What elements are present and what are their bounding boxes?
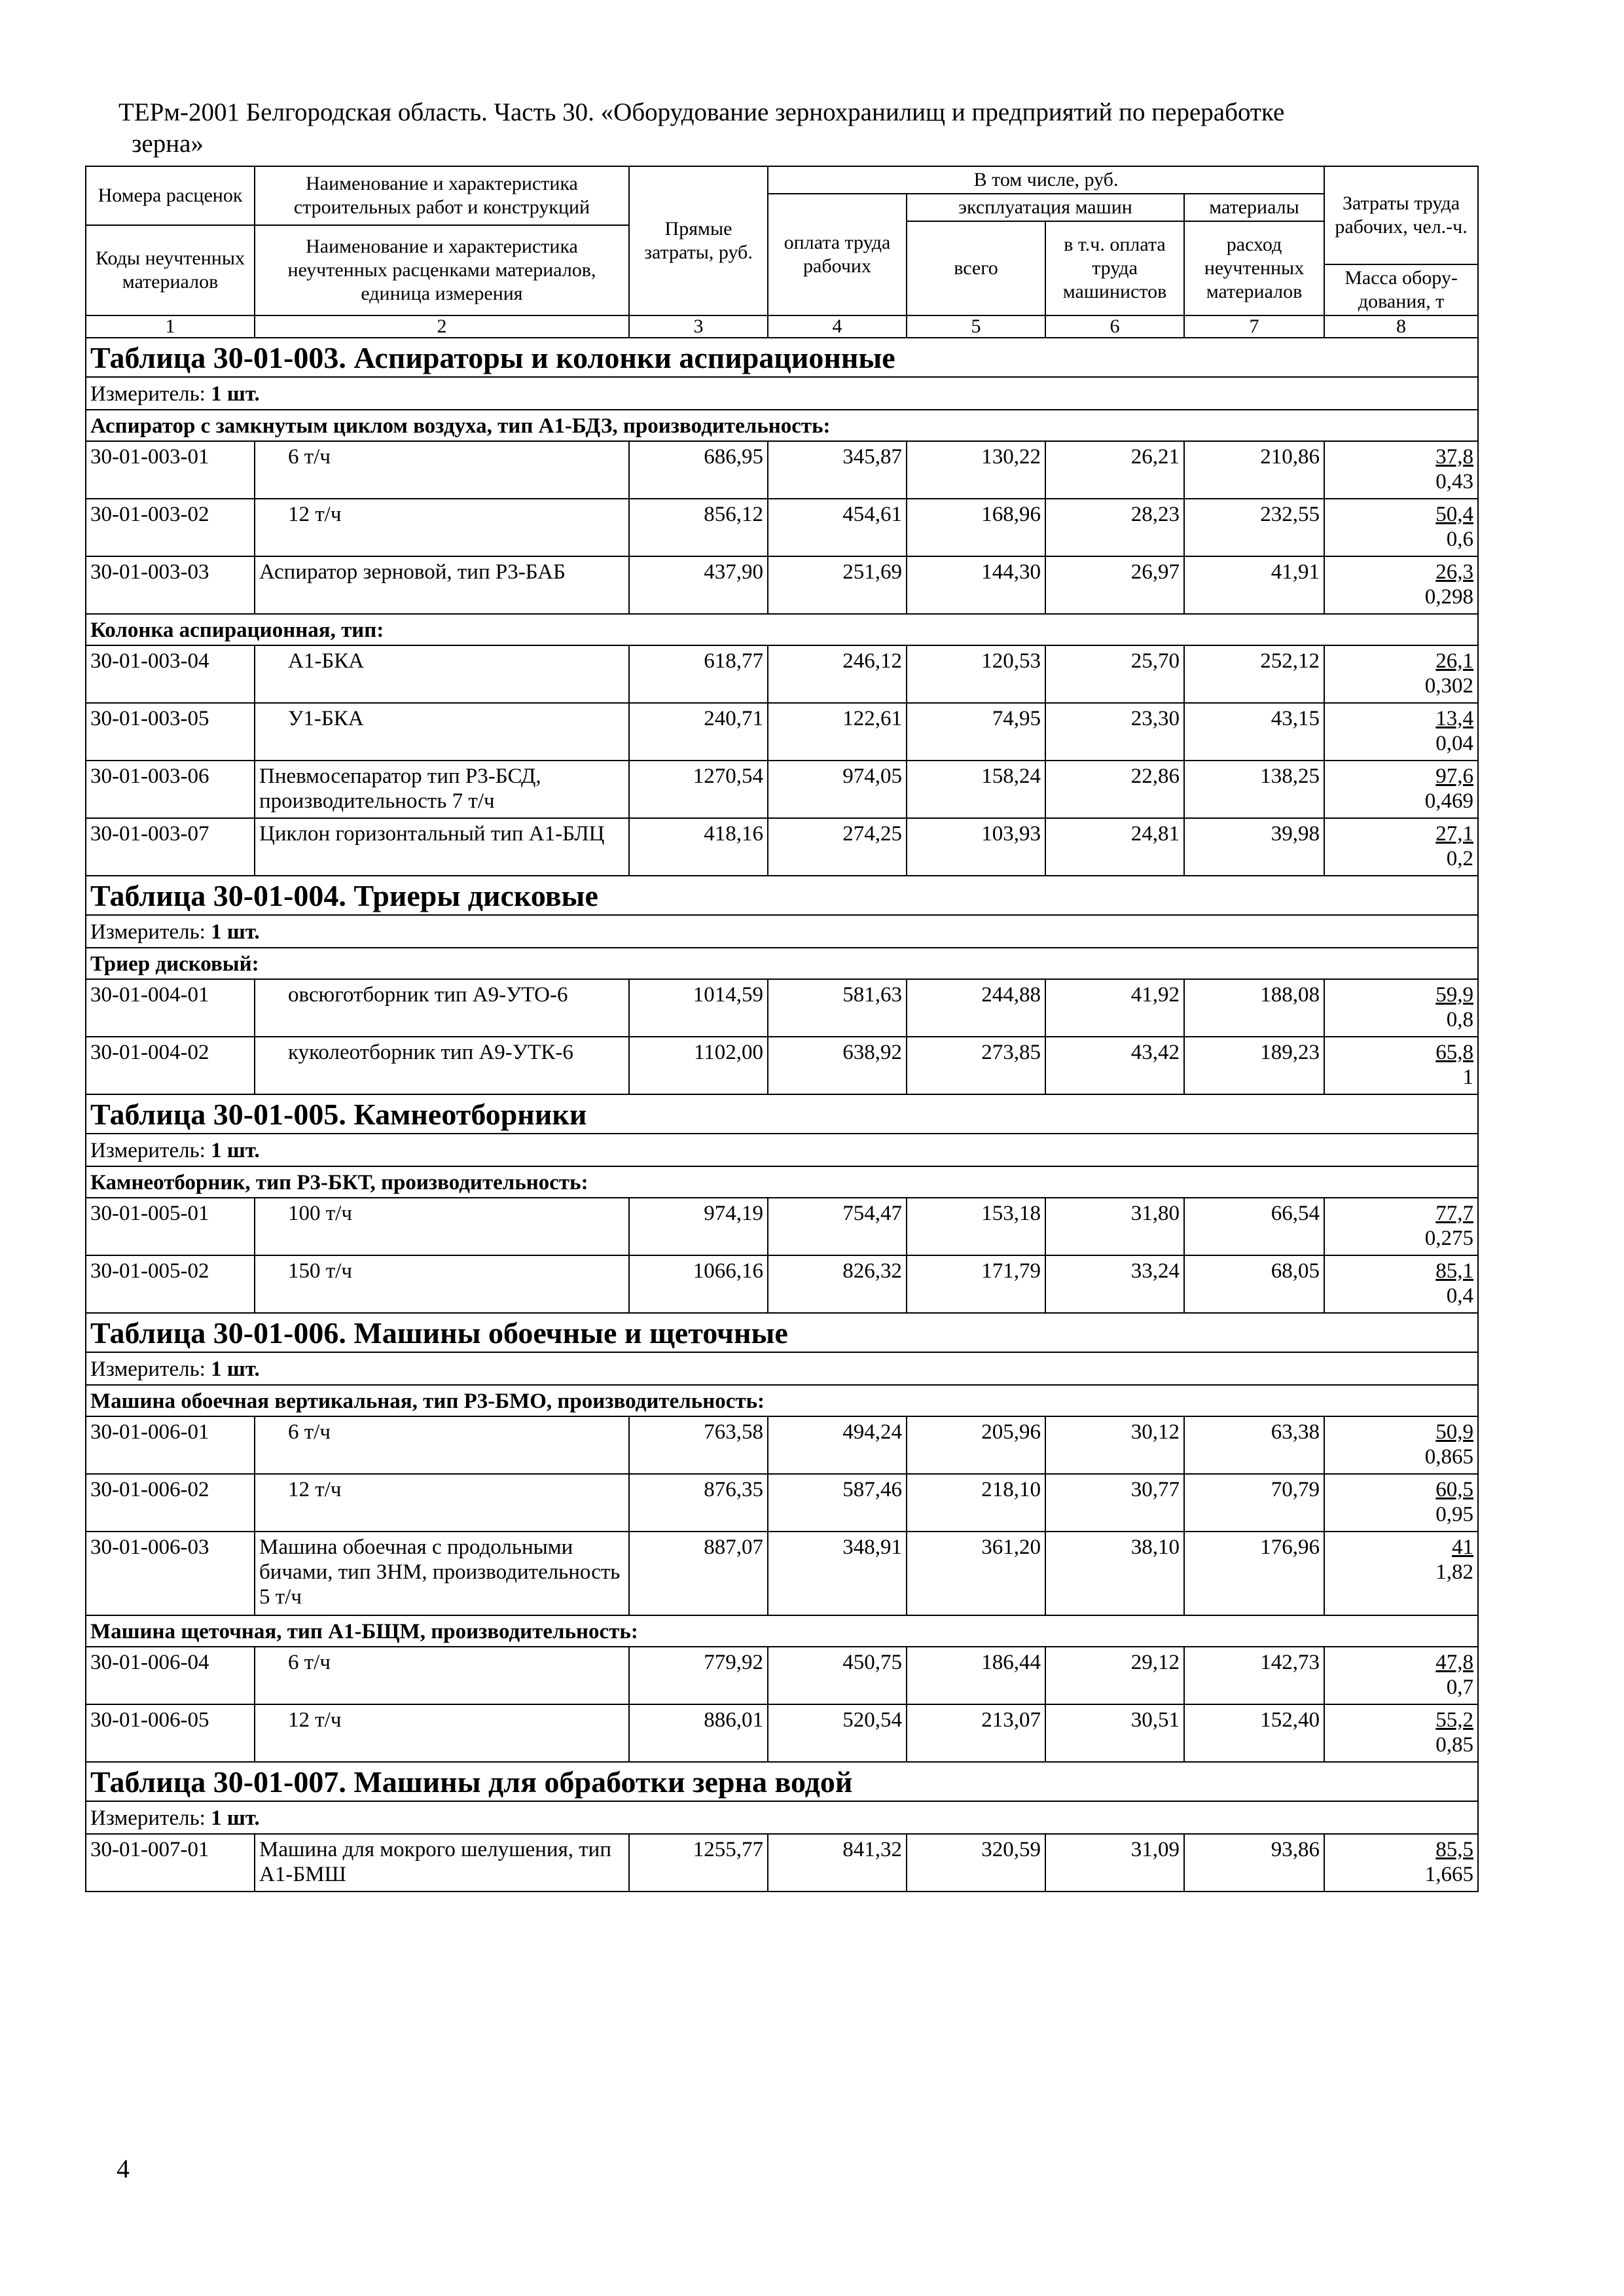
machinist-pay: 24,81 [1045,818,1184,876]
work-name: 12 т/ч [255,1704,629,1762]
machinist-pay: 38,10 [1045,1532,1184,1615]
labor-and-mass [1324,1255,1478,1313]
labor-hours: 13,4 [1435,707,1474,730]
work-name: 12 т/ч [255,499,629,556]
materials-costs: 93,86 [1184,1834,1324,1892]
rate-code: 30-01-006-02 [86,1474,255,1532]
work-name: 6 т/ч [255,1647,629,1704]
table-row [86,1532,1478,1615]
labor-hours: 65,8 [1435,1041,1474,1064]
section-title: Таблица 30-01-005. Камнеотборники [86,1094,1478,1134]
equipment-mass: 1,82 [1435,1560,1474,1584]
machine-costs: 103,93 [907,818,1045,876]
measure-label: Измеритель: [90,920,206,944]
machinist-pay: 30,51 [1045,1704,1184,1762]
machinist-pay: 41,92 [1045,979,1184,1037]
equipment-mass: 0,2 [1446,847,1474,870]
measure-row [86,1801,1478,1834]
machine-costs: 144,30 [907,556,1045,614]
column-number: 2 [255,315,629,338]
worker-pay: 754,47 [768,1198,907,1255]
machine-costs: 153,18 [907,1198,1045,1255]
worker-pay: 841,32 [768,1834,907,1892]
section-title: Таблица 30-01-006. Машины обоечные и щеточные [86,1313,1478,1352]
equipment-mass: 0,43 [1435,470,1474,493]
worker-pay: 638,92 [768,1037,907,1094]
header-line-1: ТЕРм-2001 Белгородская область. Часть 30. «Оборудование зернохранилищ и предприятий по переработке [118,98,1285,126]
column-number: 7 [1184,315,1324,338]
machinist-pay: 25,70 [1045,645,1184,703]
table-row [86,441,1478,499]
group-heading: Триер дисковый: [86,948,1478,979]
materials-costs: 66,54 [1184,1198,1324,1255]
machine-costs: 186,44 [907,1647,1045,1704]
machine-costs: 120,53 [907,645,1045,703]
measure-label: Измеритель: [90,1357,206,1381]
worker-pay: 587,46 [768,1474,907,1532]
col1-header-bottom: Коды неучтенных материалов [86,225,255,315]
col1-header-top: Номера расценок [86,166,255,225]
group-heading-row [86,948,1478,979]
labor-and-mass [1324,703,1478,761]
measure-label: Измеритель: [90,1139,206,1162]
rate-code: 30-01-006-04 [86,1647,255,1704]
column-number: 5 [907,315,1045,338]
direct-costs: 418,16 [629,818,768,876]
materials-costs: 138,25 [1184,761,1324,818]
measure-unit [86,915,1478,948]
labor-hours: 60,5 [1435,1478,1474,1501]
labor-hours: 26,1 [1435,649,1474,673]
equipment-mass: 0,7 [1446,1676,1474,1699]
materials-costs: 176,96 [1184,1532,1324,1615]
machinist-pay: 22,86 [1045,761,1184,818]
machinist-pay: 26,97 [1045,556,1184,614]
table-row [86,1834,1478,1892]
col4-header: оплата труда рабочих [768,194,907,315]
column-number: 1 [86,315,255,338]
work-name: А1-БКА [255,645,629,703]
labor-hours: 37,8 [1435,445,1474,469]
worker-pay: 520,54 [768,1704,907,1762]
direct-costs: 779,92 [629,1647,768,1704]
equipment-mass: 0,4 [1446,1284,1474,1308]
labor-and-mass [1324,441,1478,499]
rate-code: 30-01-007-01 [86,1834,255,1892]
group-heading: Аспиратор с замкнутым циклом воздуха, тип А1-БДЗ, производительность: [86,410,1478,441]
col5-header: всего [907,221,1045,315]
group-heading: Колонка аспирационная, тип: [86,614,1478,645]
group-heading-row [86,1615,1478,1647]
materials-costs: 70,79 [1184,1474,1324,1532]
work-name: 6 т/ч [255,441,629,499]
measure-value: 1 шт. [211,1806,260,1830]
worker-pay: 581,63 [768,979,907,1037]
worker-pay: 345,87 [768,441,907,499]
table-row [86,979,1478,1037]
machinist-pay: 30,12 [1045,1416,1184,1474]
machinist-pay: 29,12 [1045,1647,1184,1704]
measure-unit [86,377,1478,410]
worker-pay: 274,25 [768,818,907,876]
measure-row [86,377,1478,410]
worker-pay: 974,05 [768,761,907,818]
worker-pay: 251,69 [768,556,907,614]
table-row [86,1037,1478,1094]
materials-costs: 41,91 [1184,556,1324,614]
machine-costs: 218,10 [907,1474,1045,1532]
direct-costs: 887,07 [629,1532,768,1615]
table-row [86,1198,1478,1255]
equipment-mass: 1 [1462,1066,1474,1089]
table-header [86,166,1478,338]
group-heading: Машина обоечная вертикальная, тип Р3-БМО, производительность: [86,1385,1478,1416]
labor-hours: 41 [1452,1535,1474,1559]
direct-costs: 618,77 [629,645,768,703]
machinist-pay: 28,23 [1045,499,1184,556]
worker-pay: 454,61 [768,499,907,556]
materials-costs: 68,05 [1184,1255,1324,1313]
direct-costs: 437,90 [629,556,768,614]
materials-costs: 142,73 [1184,1647,1324,1704]
labor-hours: 85,1 [1435,1259,1474,1283]
column-number: 8 [1324,315,1478,338]
group-heading-row [86,1166,1478,1198]
rate-code: 30-01-006-03 [86,1532,255,1615]
labor-and-mass [1324,979,1478,1037]
materials-costs: 252,12 [1184,645,1324,703]
rates-table [85,166,1479,1892]
worker-pay: 826,32 [768,1255,907,1313]
machine-costs: 130,22 [907,441,1045,499]
measure-label: Измеритель: [90,1806,206,1830]
measure-value: 1 шт. [211,382,260,406]
labor-and-mass [1324,1834,1478,1892]
col6-header: в т.ч. оплата труда машинистов [1045,221,1184,315]
worker-pay: 246,12 [768,645,907,703]
measure-unit [86,1134,1478,1166]
work-name: Циклон горизонтальный тип А1-БЛЦ [255,818,629,876]
worker-pay: 450,75 [768,1647,907,1704]
direct-costs: 1066,16 [629,1255,768,1313]
labor-and-mass [1324,1416,1478,1474]
labor-hours: 97,6 [1435,764,1474,788]
including-header: В том числе, руб. [768,166,1324,194]
direct-costs: 876,35 [629,1474,768,1532]
labor-hours: 27,1 [1435,822,1474,846]
machine-costs: 244,88 [907,979,1045,1037]
direct-costs: 1102,00 [629,1037,768,1094]
work-name: Аспиратор зерновой, тип Р3-БАБ [255,556,629,614]
table-row [86,1416,1478,1474]
work-name: 6 т/ч [255,1416,629,1474]
materials-costs: 152,40 [1184,1704,1324,1762]
machinist-pay: 31,09 [1045,1834,1184,1892]
rate-code: 30-01-005-01 [86,1198,255,1255]
machine-costs: 361,20 [907,1532,1045,1615]
machines-header: эксплуатация машин [907,194,1184,221]
labor-and-mass [1324,1704,1478,1762]
work-name: Машина для мокрого шелушения, тип А1-БМШ [255,1834,629,1892]
measure-row [86,1352,1478,1385]
machine-costs: 213,07 [907,1704,1045,1762]
table-row [86,645,1478,703]
measure-unit [86,1352,1478,1385]
machinist-pay: 43,42 [1045,1037,1184,1094]
page-header [118,97,1493,160]
equipment-mass: 0,302 [1424,674,1474,698]
labor-and-mass [1324,499,1478,556]
equipment-mass: 0,85 [1435,1733,1474,1757]
equipment-mass: 0,865 [1424,1445,1474,1469]
col2-header-bottom: Наименование и характеристика неучтенных расценками материалов, единица измерения [255,225,629,315]
machine-costs: 158,24 [907,761,1045,818]
col8-header-top: Затраты труда рабочих, чел.-ч. [1324,166,1478,264]
materials-costs: 210,86 [1184,441,1324,499]
worker-pay: 348,91 [768,1532,907,1615]
table-row [86,703,1478,761]
measure-value: 1 шт. [211,920,260,944]
rate-code: 30-01-003-01 [86,441,255,499]
materials-header: материалы [1184,194,1324,221]
section-title: Таблица 30-01-004. Триеры дисковые [86,876,1478,915]
section-title: Таблица 30-01-007. Машины для обработки зерна водой [86,1762,1478,1801]
work-name: овсюготборник тип А9-УТО-6 [255,979,629,1037]
equipment-mass: 0,275 [1424,1227,1474,1250]
materials-costs: 188,08 [1184,979,1324,1037]
col8-header-bottom: Масса обору-дования, т [1324,264,1478,315]
rate-code: 30-01-003-06 [86,761,255,818]
work-name: Пневмосепаратор тип Р3-БСД, производительность 7 т/ч [255,761,629,818]
measure-unit [86,1801,1478,1834]
col3-header: Прямые затраты, руб. [629,166,768,315]
labor-hours: 85,5 [1435,1838,1474,1861]
work-name: 150 т/ч [255,1255,629,1313]
measure-value: 1 шт. [211,1357,260,1381]
equipment-mass: 1,665 [1424,1863,1474,1886]
rate-code: 30-01-003-04 [86,645,255,703]
column-number: 6 [1045,315,1184,338]
measure-value: 1 шт. [211,1139,260,1162]
rate-code: 30-01-006-01 [86,1416,255,1474]
labor-and-mass [1324,1647,1478,1704]
section-title-row [86,1313,1478,1352]
table-row [86,1474,1478,1532]
labor-hours: 50,4 [1435,503,1474,526]
labor-and-mass [1324,761,1478,818]
measure-label: Измеритель: [90,382,206,406]
labor-and-mass [1324,818,1478,876]
col7-header: расход неучтенных материалов [1184,221,1324,315]
worker-pay: 122,61 [768,703,907,761]
machine-costs: 273,85 [907,1037,1045,1094]
equipment-mass: 0,04 [1435,732,1474,755]
labor-and-mass [1324,1474,1478,1532]
labor-and-mass [1324,645,1478,703]
equipment-mass: 0,95 [1435,1503,1474,1526]
table-row [86,818,1478,876]
section-title-row [86,1762,1478,1801]
section-title-row [86,876,1478,915]
group-heading-row [86,410,1478,441]
labor-and-mass [1324,1532,1478,1615]
labor-hours: 26,3 [1435,560,1474,584]
work-name: 100 т/ч [255,1198,629,1255]
direct-costs: 856,12 [629,499,768,556]
section-title: Таблица 30-01-003. Аспираторы и колонки аспирационные [86,338,1478,377]
labor-hours: 50,9 [1435,1420,1474,1444]
col2-header-top: Наименование и характеристика строительных работ и конструкций [255,166,629,225]
measure-row [86,915,1478,948]
direct-costs: 686,95 [629,441,768,499]
machine-costs: 74,95 [907,703,1045,761]
labor-hours: 55,2 [1435,1708,1474,1732]
direct-costs: 974,19 [629,1198,768,1255]
column-number: 4 [768,315,907,338]
equipment-mass: 0,8 [1446,1008,1474,1031]
section-title-row [86,338,1478,377]
rate-code: 30-01-003-02 [86,499,255,556]
labor-hours: 59,9 [1435,983,1474,1007]
materials-costs: 232,55 [1184,499,1324,556]
rate-code: 30-01-006-05 [86,1704,255,1762]
machinist-pay: 26,21 [1045,441,1184,499]
equipment-mass: 0,469 [1424,789,1474,813]
materials-costs: 189,23 [1184,1037,1324,1094]
direct-costs: 1270,54 [629,761,768,818]
column-numbers-row [86,315,1478,338]
rate-code: 30-01-003-05 [86,703,255,761]
labor-hours: 77,7 [1435,1202,1474,1225]
machine-costs: 168,96 [907,499,1045,556]
table-body [86,338,1478,1892]
group-heading-row [86,614,1478,645]
work-name: У1-БКА [255,703,629,761]
table-row [86,499,1478,556]
table-row [86,1647,1478,1704]
rate-code: 30-01-004-01 [86,979,255,1037]
direct-costs: 240,71 [629,703,768,761]
rate-code: 30-01-004-02 [86,1037,255,1094]
equipment-mass: 0,6 [1446,528,1474,551]
work-name: 12 т/ч [255,1474,629,1532]
group-heading-row [86,1385,1478,1416]
machinist-pay: 30,77 [1045,1474,1184,1532]
group-heading: Машина щеточная, тип А1-БЩМ, производительность: [86,1615,1478,1647]
rate-code: 30-01-003-07 [86,818,255,876]
table-row [86,761,1478,818]
labor-and-mass [1324,1037,1478,1094]
page-number: 4 [117,2154,130,2183]
group-heading: Камнеотборник, тип Р3-БКТ, производительность: [86,1166,1478,1198]
direct-costs: 886,01 [629,1704,768,1762]
machine-costs: 205,96 [907,1416,1045,1474]
column-number: 3 [629,315,768,338]
materials-costs: 39,98 [1184,818,1324,876]
section-title-row [86,1094,1478,1134]
rate-code: 30-01-003-03 [86,556,255,614]
machine-costs: 171,79 [907,1255,1045,1313]
machinist-pay: 31,80 [1045,1198,1184,1255]
machine-costs: 320,59 [907,1834,1045,1892]
labor-and-mass [1324,1198,1478,1255]
table-row [86,1255,1478,1313]
worker-pay: 494,24 [768,1416,907,1474]
work-name: Машина обоечная с продольными бичами, тип ЗНМ, производительность 5 т/ч [255,1532,629,1615]
machinist-pay: 33,24 [1045,1255,1184,1313]
measure-row [86,1134,1478,1166]
materials-costs: 43,15 [1184,703,1324,761]
materials-costs: 63,38 [1184,1416,1324,1474]
rate-code: 30-01-005-02 [86,1255,255,1313]
direct-costs: 1255,77 [629,1834,768,1892]
table-row [86,556,1478,614]
labor-and-mass [1324,556,1478,614]
equipment-mass: 0,298 [1424,585,1474,609]
direct-costs: 1014,59 [629,979,768,1037]
header-line-2: зерна» [132,130,204,158]
work-name: куколеотборник тип А9-УТК-6 [255,1037,629,1094]
direct-costs: 763,58 [629,1416,768,1474]
labor-hours: 47,8 [1435,1651,1474,1674]
table-row [86,1704,1478,1762]
machinist-pay: 23,30 [1045,703,1184,761]
